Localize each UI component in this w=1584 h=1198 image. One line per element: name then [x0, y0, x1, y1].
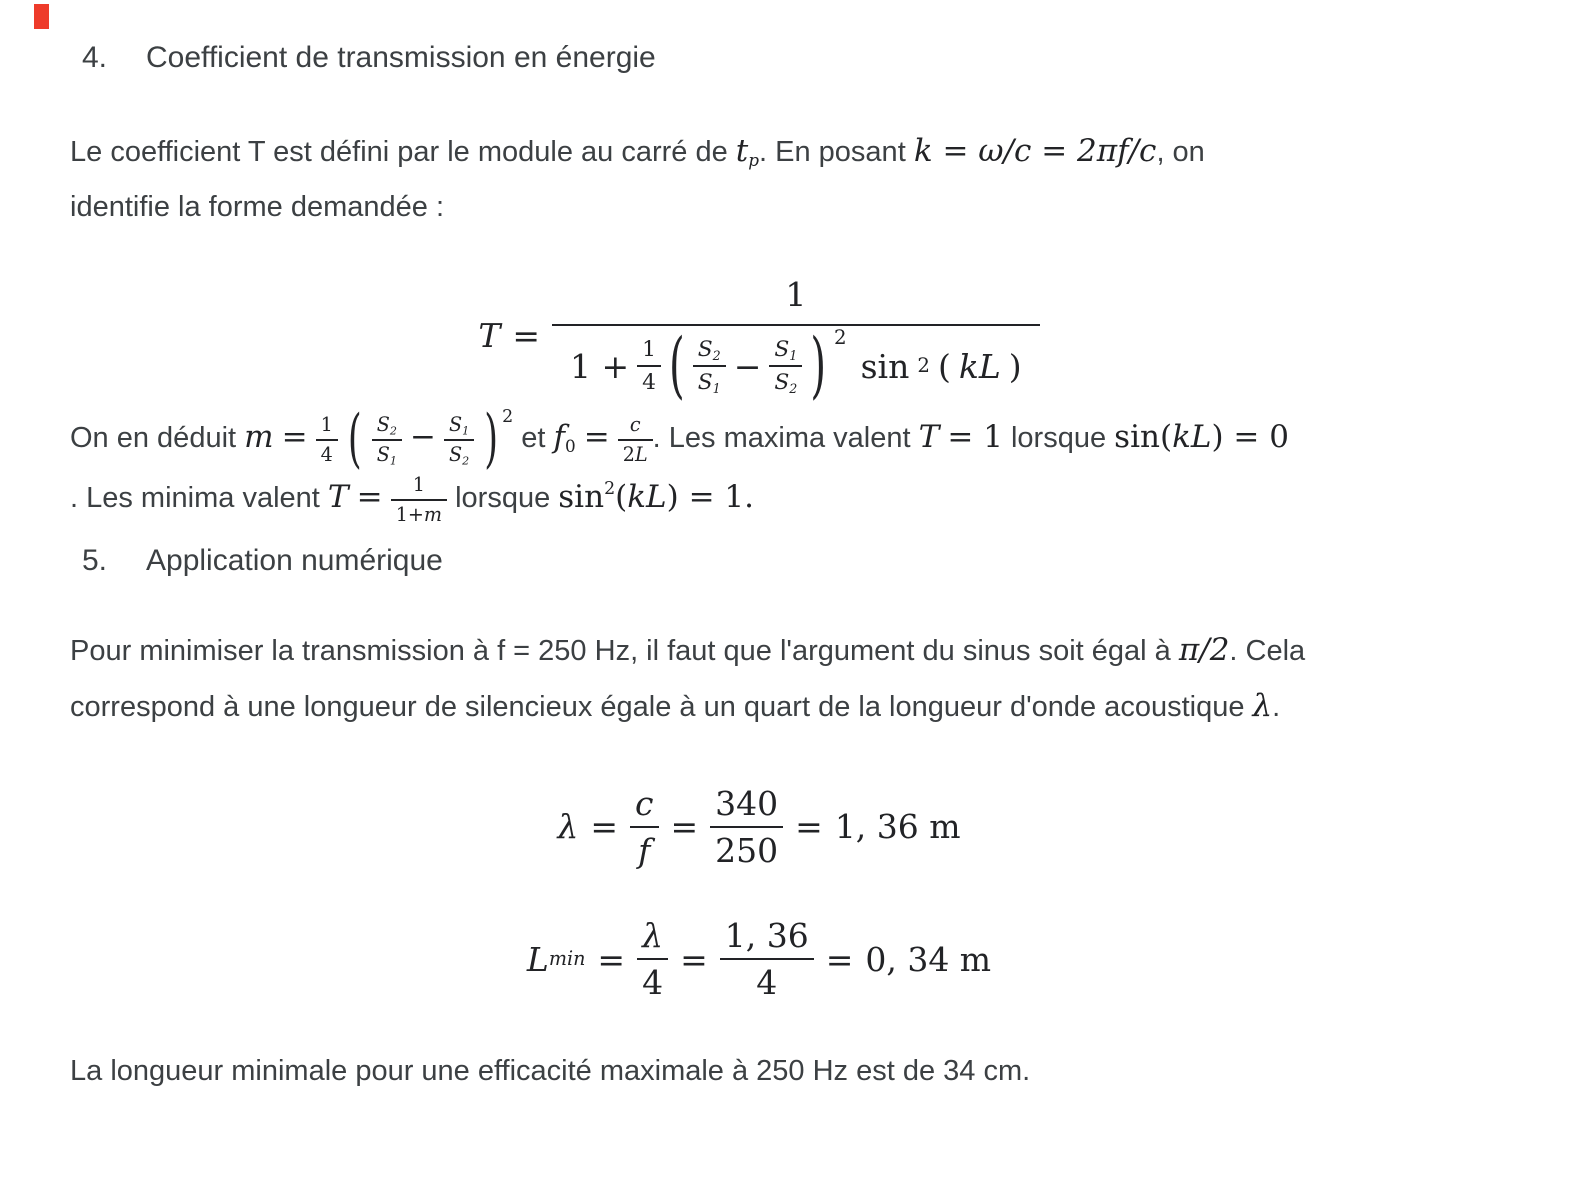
equals-sign: = [670, 807, 699, 847]
text-run: et [513, 422, 554, 455]
text-run: La longueur minimale pour une efficacité maximale à 250 Hz est de 34 cm. [70, 1054, 1031, 1087]
text-run: . En posant [759, 136, 914, 168]
paragraph-application [70, 623, 1524, 735]
paragraph-conclusion [70, 1044, 1524, 1099]
text-run: Pour minimiser la transmission à f = 250 Hz, il faut que l'argument du sinus soit égal à [70, 634, 1179, 667]
sin-exponent-2: 2 [604, 479, 616, 500]
close-paren: ) [810, 324, 827, 408]
open-paren: ( [1159, 419, 1173, 456]
text-run: lorsque [447, 482, 559, 515]
fraction-one-quarter: $\frac{1}{4}$ [316, 413, 338, 467]
equals-sign: = [825, 939, 854, 979]
section-title: Application numérique [146, 543, 443, 577]
minus-sign: − [733, 346, 762, 386]
text-run: On en déduit [70, 422, 245, 455]
sin-function: sin [1114, 419, 1160, 456]
equals-sign: = [512, 316, 541, 356]
fraction-136-4: $\frac{1, 36}{4}$ [720, 915, 814, 1004]
math-lambda: λ [1252, 687, 1273, 724]
math-lambda: λ [557, 807, 579, 847]
section-number: 4. [82, 41, 108, 74]
math-pi-over-2: π/2 [1178, 631, 1230, 668]
math-kL: kL [1172, 419, 1212, 456]
exponent-2: 2 [834, 326, 847, 350]
math-var-L: L [526, 939, 549, 979]
fraction-c-2L: $\frac{c}{2L}$ [618, 413, 653, 467]
red-cursor-marker [34, 4, 49, 29]
text-run: . Les maxima valent [652, 422, 919, 455]
math-var-m: m [244, 419, 274, 456]
equals-sign: = [680, 939, 708, 979]
main-fraction [552, 275, 1040, 408]
math-one-plus: 1 + [570, 346, 630, 386]
equation-transmission-coefficient [32, 275, 1486, 408]
fraction-340-250: $\frac{340}{250}$ [710, 783, 783, 872]
fraction-denominator: 1 + $\frac{1}{4}$ ( $S_2$ $S_1$ − $\frac{S_1}{S_2}$ ) 2 sin 2 ( kL ) [570, 324, 1022, 408]
paragraph-intro [70, 124, 1524, 235]
text-run: , on [1156, 136, 1205, 168]
close-paren: ) [484, 402, 499, 477]
open-paren: ( [669, 324, 685, 408]
close-paren: ) [1008, 346, 1022, 386]
minus-sign: − [410, 419, 436, 456]
sin-function: sin [558, 479, 605, 516]
fraction-1-over-1plusm: $\frac{1}{1+m}$ [391, 473, 447, 527]
fraction-S1-S2: $\frac{S_1}{S_2}$ [769, 336, 802, 396]
open-paren: ( [615, 479, 628, 516]
text-run: . Cela [1229, 634, 1306, 667]
fraction-S2-S1: $S_2$ $S_1$ [693, 336, 726, 396]
math-var-T: T [327, 479, 349, 516]
fraction-one-quarter: $\frac{1}{4}$ [637, 336, 661, 396]
fraction-c-f: $\frac{c}{f}$ [630, 783, 658, 872]
math-equals-1: ) = 1. [666, 479, 754, 516]
equals-sign: = [795, 807, 823, 847]
equals-sign: = [281, 419, 308, 456]
math-k-definition: k = ω/c = 2πf/c [913, 133, 1157, 169]
math-sub-0: 0 [564, 436, 576, 457]
open-paren: ( [937, 346, 951, 386]
math-kL: kL [958, 346, 1001, 386]
equals-sign: = [597, 939, 626, 979]
fraction-S2-S1: $\frac{S_2}{S_1}$ [372, 413, 402, 467]
section-heading-4 [82, 40, 1524, 76]
math-var-T: T [478, 316, 501, 356]
math-equals-0: ) = 0 [1211, 419, 1289, 456]
section-heading-5 [82, 543, 1524, 579]
fraction-S1-S2: $\frac{S_1}{S_2}$ [444, 413, 474, 467]
equation-wavelength [32, 783, 1486, 872]
math-sub-p: p [748, 150, 760, 171]
text-run: correspond à une longueur de silencieux égale à un quart de la longueur d'onde acoustique [70, 690, 1253, 723]
math-var-f0: f [553, 419, 565, 456]
equals-sign: = [583, 419, 610, 456]
text-run: identifie la forme demandée : [70, 191, 444, 223]
fraction-numerator: 1 [552, 275, 1040, 326]
equals-sign: = [356, 479, 383, 516]
equals-sign: = [590, 807, 619, 847]
result-value: 1, 36 m [834, 807, 961, 847]
sin-function: sin [860, 346, 910, 386]
text-run: lorsque [1002, 422, 1115, 455]
math-var-T: T [918, 419, 940, 456]
text-run: . Les minima valent [70, 482, 328, 515]
section-title: Coefficient de transmission en énergie [146, 41, 656, 74]
equation-minimum-length: L min = $\frac{\lambda}{4}$ = $\frac{1, 36}{4}$ = 0, 34 m [526, 916, 992, 1003]
exponent-2: 2 [502, 407, 514, 428]
math-equals-1: = 1 [947, 419, 1003, 456]
section-number: 5. [82, 543, 108, 577]
open-paren: ( [347, 402, 362, 477]
text-run: Le coefficient T est défini par le module au carré de [70, 136, 736, 168]
result-value: 0, 34 m [865, 939, 992, 979]
fraction-lambda-4: $\frac{\lambda}{4}$ [637, 915, 668, 1004]
text-run: . [1272, 690, 1281, 723]
math-var-t: t [735, 133, 749, 169]
math-kL: kL [627, 479, 667, 516]
paragraph-deduction [70, 402, 1524, 526]
